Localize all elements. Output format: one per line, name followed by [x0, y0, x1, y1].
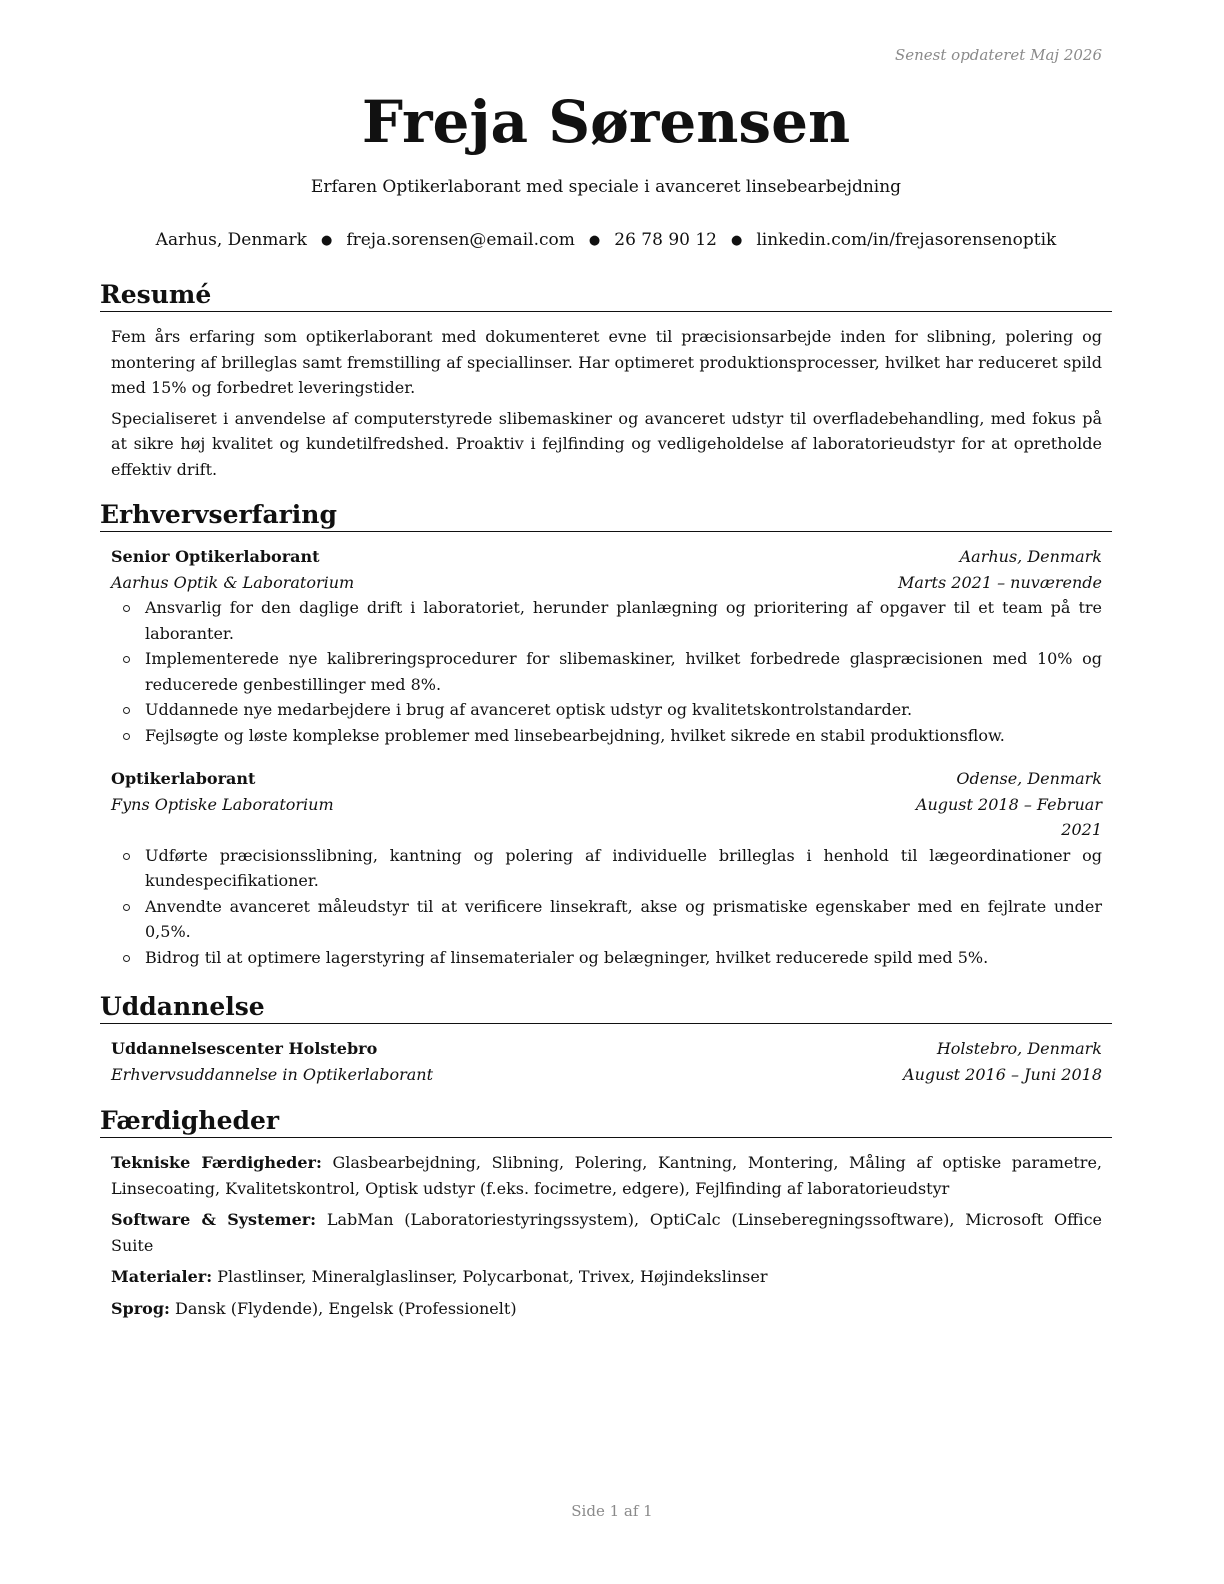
circle-bullet-icon	[123, 853, 130, 860]
circle-bullet-icon	[123, 904, 130, 911]
skill-line: Software & Systemer: LabMan (Laboratoriestyringssystem), OptiCalc (Linseberegningssoftware), Microsoft Office Suite	[111, 1210, 1102, 1255]
job-location: Odense, Denmark	[956, 769, 1102, 788]
section-title-summary: Resumé	[100, 279, 1112, 312]
experience-section	[100, 499, 1112, 970]
summary-section	[100, 279, 1112, 482]
education-dates: August 2016 – Juni 2018	[903, 1064, 1102, 1084]
bullet-separator-icon: ●	[731, 233, 743, 248]
circle-bullet-icon	[123, 707, 130, 714]
job-entry	[111, 544, 1102, 748]
education-entry	[111, 1036, 1102, 1087]
job-bullets	[111, 595, 1102, 748]
skill-line: Tekniske Færdigheder: Glasbearbejdning, Slibning, Polering, Kantning, Montering, Måling af optiske parametre, Linsecoating, Kvalitetskontrol, Optisk udstyr (f.eks. focimetre, edgere), Fejlfinding af laboratorieudstyr	[111, 1153, 1102, 1198]
education-section	[100, 991, 1112, 1087]
job-location: Aarhus, Denmark	[959, 547, 1102, 566]
school-location: Holstebro, Denmark	[936, 1039, 1102, 1058]
job-role: Optikerlaborant	[111, 769, 256, 788]
resume-page	[100, 0, 1112, 1584]
job-bullets	[111, 843, 1102, 971]
last-updated: Senest opdateret Maj 2026	[894, 46, 1102, 64]
contact-email[interactable]: freja.sorensen@email.com	[346, 230, 575, 250]
job-company: Aarhus Optik & Laboratorium	[111, 572, 355, 592]
list-item: Ansvarlig for den daglige drift i laboratoriet, herunder planlægning og prioritering af opgaver til et team på tre laboranter.	[145, 595, 1102, 646]
page-number: Side 1 af 1	[571, 1502, 653, 1520]
degree: Erhvervsuddannelse in Optikerlaborant	[111, 1064, 434, 1084]
contact-location: Aarhus, Denmark	[155, 230, 307, 250]
job-dates: Marts 2021 – nuværende	[897, 572, 1102, 592]
skill-line: Sprog: Dansk (Flydende), Engelsk (Professionelt)	[111, 1298, 517, 1318]
bullet-separator-icon: ●	[588, 233, 601, 248]
circle-bullet-icon	[123, 605, 130, 612]
circle-bullet-icon	[123, 955, 130, 962]
circle-bullet-icon	[123, 733, 130, 740]
contact-phone: 26 78 90 12	[614, 230, 717, 250]
skill-line: Materialer: Plastlinser, Mineralglaslinser, Polycarbonat, Trivex, Højindekslinser	[111, 1267, 768, 1286]
job-role: Senior Optikerlaborant	[111, 547, 320, 566]
skills-section	[100, 1105, 1112, 1321]
job-dates: August 2018 – Februar 2021	[915, 794, 1102, 839]
list-item: Uddannede nye medarbejdere i brug af avanceret optisk udstyr og kvalitetskontrolstandarder.	[145, 697, 1102, 723]
summary-paragraph: Specialiseret i anvendelse af computerstyrede slibemaskiner og avanceret udstyr til overfladebehandling, med fokus på at sikre høj kvalitet og kundetilfredshed. Proaktiv i fejlfinding og vedligeholdelse af laboratorieudstyr for at opretholde effektiv drift.	[111, 408, 1102, 479]
contact-line	[100, 228, 1112, 253]
section-title-skills: Færdigheder	[100, 1105, 1112, 1138]
list-item: Bidrog til at optimere lagerstyring af linsematerialer og belægninger, hvilket reducerede spild med 5%.	[145, 945, 1102, 971]
job-company: Fyns Optiske Laboratorium	[111, 794, 334, 814]
job-entry	[111, 766, 1102, 970]
circle-bullet-icon	[123, 656, 130, 663]
contact-linkedin[interactable]: linkedin.com/in/frejasorensenoptik	[756, 230, 1057, 250]
list-item: Anvendte avanceret måleudstyr til at verificere linsekraft, akse og prismatiske egenskaber med en fejlrate under 0,5%.	[145, 894, 1102, 945]
headline: Erfaren Optikerlaborant med speciale i avanceret linsebearbejdning	[310, 177, 902, 197]
candidate-name: Freja Sørensen	[361, 88, 851, 156]
bullet-separator-icon: ●	[320, 233, 333, 248]
summary-paragraph: Fem års erfaring som optikerlaborant med dokumenteret evne til præcisionsarbejde inden for slibning, polering og montering af brilleglas samt fremstilling af speciallinser. Har optimeret produktionsprocesser, hvilket har reduceret spild med 15% og forbedret leveringstider.	[111, 327, 1102, 397]
list-item: Implementerede nye kalibreringsprocedurer for slibemaskiner, hvilket forbedrede glaspræcisionen med 10% og reducerede genbestillinger med 8%.	[145, 646, 1102, 697]
section-title-experience: Erhvervserfaring	[100, 499, 1112, 532]
list-item: Udførte præcisionsslibning, kantning og polering af individuelle brilleglas i henhold til lægeordinationer og kundespecifikationer.	[145, 843, 1102, 894]
section-title-education: Uddannelse	[100, 991, 1112, 1024]
list-item: Fejlsøgte og løste komplekse problemer med linsebearbejdning, hvilket sikrede en stabil produktionsflow.	[145, 723, 1102, 749]
school-name: Uddannelsescenter Holstebro	[111, 1039, 378, 1058]
